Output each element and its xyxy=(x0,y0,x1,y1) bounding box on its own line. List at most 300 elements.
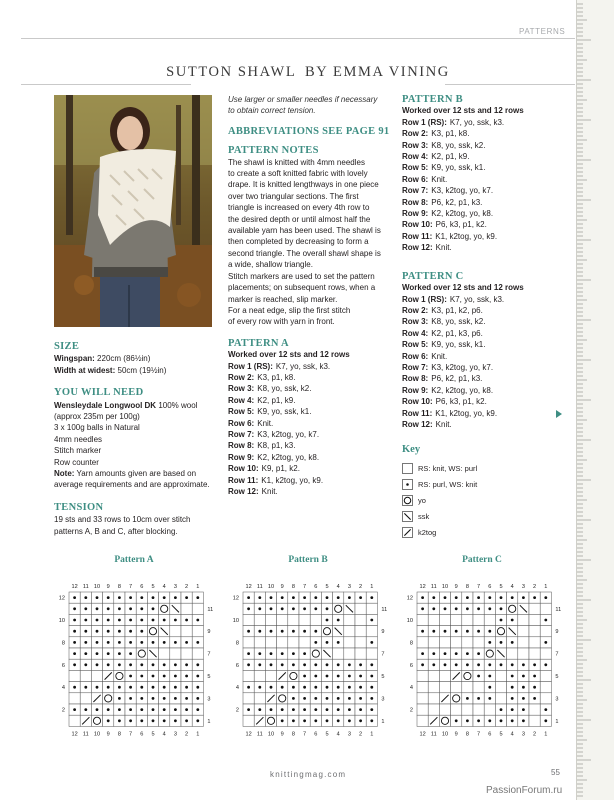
purl-dot xyxy=(477,596,480,599)
chart-col-label: 9 xyxy=(454,584,458,590)
purl-dot xyxy=(163,596,166,599)
chart-cell xyxy=(439,670,450,681)
row-text: K8, yo, ssk, k2. xyxy=(257,384,312,394)
chart-col-label: 6 xyxy=(140,731,144,738)
purl-dot xyxy=(163,663,166,666)
row-text: K2, p1, k9. xyxy=(257,395,296,405)
key-swatch xyxy=(402,479,413,490)
purl-dot xyxy=(466,697,469,700)
chart-cell xyxy=(265,614,276,625)
chart-cell xyxy=(243,693,254,704)
chart-cell xyxy=(451,682,462,693)
key-swatch xyxy=(402,495,413,506)
purl-dot xyxy=(107,719,110,722)
purl-dot xyxy=(174,596,177,599)
purl-dot xyxy=(196,708,199,711)
pattern-a-rows xyxy=(228,361,396,498)
purl-dot xyxy=(326,596,329,599)
key-item xyxy=(402,509,562,524)
purl-dot xyxy=(533,596,536,599)
k2tog-symbol-icon xyxy=(403,528,412,537)
chart-col-label: 3 xyxy=(521,584,525,590)
chart-cell xyxy=(529,626,540,637)
purl-dot xyxy=(432,596,435,599)
row-text: K1, k2tog, yo, k9. xyxy=(435,231,498,241)
chart-cell xyxy=(428,682,439,693)
purl-dot xyxy=(96,596,99,599)
purl-dot xyxy=(152,607,155,610)
purl-dot xyxy=(174,663,177,666)
chart-cell xyxy=(462,637,473,648)
chart-cell xyxy=(540,648,551,659)
row-text: Knit. xyxy=(431,174,448,184)
chart-row-label-right: 7 xyxy=(207,651,211,658)
row-instruction xyxy=(402,162,572,173)
purl-dot xyxy=(533,663,536,666)
row-instruction xyxy=(228,440,396,451)
purl-dot xyxy=(314,708,317,711)
chart-cell xyxy=(355,614,366,625)
chart-row-label-right: 11 xyxy=(381,606,388,613)
row-label: Row 12: xyxy=(402,243,433,253)
chart-cell xyxy=(80,670,91,681)
purl-dot xyxy=(152,641,155,644)
purl-dot xyxy=(488,675,491,678)
purl-dot xyxy=(303,596,306,599)
chart-col-label: 7 xyxy=(477,731,481,738)
chart-col-label: 2 xyxy=(185,584,189,590)
chart-col-label: 7 xyxy=(129,584,133,590)
chart-cell xyxy=(170,648,181,659)
chart-cell xyxy=(439,614,450,625)
chart-row-label-left: 8 xyxy=(61,640,65,647)
row-label: Row 10: xyxy=(402,220,433,230)
pattern-a-sub: Worked over 12 sts and 12 rows xyxy=(228,350,350,360)
purl-dot xyxy=(196,663,199,666)
purl-dot xyxy=(326,719,329,722)
purl-dot xyxy=(444,663,447,666)
purl-dot xyxy=(337,697,340,700)
purl-dot xyxy=(477,675,480,678)
purl-dot xyxy=(96,630,99,633)
purl-dot xyxy=(73,686,76,689)
chart-col-label: 1 xyxy=(370,731,374,738)
purl-dot xyxy=(292,596,295,599)
chart-cell xyxy=(192,603,203,614)
chart-cell xyxy=(529,614,540,625)
chart-row-label-left: 6 xyxy=(409,662,413,669)
purl-dot xyxy=(326,675,329,678)
purl-dot xyxy=(522,719,525,722)
chart-row-label-left: 2 xyxy=(61,707,65,714)
you-will-need-heading: YOU WILL NEED xyxy=(54,387,144,399)
purl-dot xyxy=(73,652,76,655)
purl-dot xyxy=(522,675,525,678)
row-text: P6, k2, p1, k3. xyxy=(431,197,483,207)
chart-row-label-left: 10 xyxy=(58,618,65,624)
purl-dot xyxy=(522,663,525,666)
note-line: the desired depth or until almost half the xyxy=(228,214,371,224)
chart-cell xyxy=(451,704,462,715)
chart-col-label: 4 xyxy=(162,731,166,738)
purl-dot xyxy=(314,686,317,689)
row-text: K9, yo, ssk, k1. xyxy=(257,407,312,417)
purl-dot xyxy=(118,652,121,655)
chart-cell xyxy=(439,682,450,693)
row-instruction xyxy=(402,362,572,373)
chart-cell xyxy=(254,637,265,648)
purl-dot xyxy=(84,652,87,655)
note-line: triangle is increased on every 4th row to xyxy=(228,203,370,213)
key-label: yo xyxy=(418,496,426,505)
chart-cell xyxy=(159,648,170,659)
purl-dot xyxy=(466,630,469,633)
purl-dot xyxy=(303,719,306,722)
purl-dot xyxy=(96,652,99,655)
chart-col-label: 10 xyxy=(267,584,275,590)
chart-col-label: 5 xyxy=(325,584,329,590)
chart-col-label: 10 xyxy=(267,731,275,738)
row-text: Knit. xyxy=(435,243,452,253)
row-text: K3, p1, k8. xyxy=(257,372,296,382)
chart-cell xyxy=(518,614,529,625)
row-label: Row 2: xyxy=(402,305,429,315)
purl-dot xyxy=(107,686,110,689)
chart-row-label-left: 10 xyxy=(232,618,239,624)
chart-b-block xyxy=(228,555,388,565)
chart-col-label: 1 xyxy=(196,731,200,738)
row-instruction xyxy=(402,219,572,230)
need-line: 4mm needles xyxy=(54,434,103,444)
row-text: K2, k2tog, yo, k8. xyxy=(257,452,320,462)
header-rule xyxy=(21,38,575,39)
purl-dot xyxy=(73,641,76,644)
chart-col-label: 11 xyxy=(82,584,89,590)
ssk-symbol-icon xyxy=(403,512,412,521)
purl-dot xyxy=(511,641,514,644)
row-text: K1, k2tog, yo, k9. xyxy=(435,408,498,418)
chart-col-label: 8 xyxy=(465,584,469,590)
chart-row-label-left: 4 xyxy=(235,685,239,692)
purl-dot xyxy=(258,663,261,666)
purl-dot xyxy=(370,663,373,666)
purl-dot xyxy=(348,686,351,689)
purl-dot xyxy=(359,663,362,666)
purl-dot xyxy=(348,708,351,711)
abbreviations-heading: ABBREVIATIONS SEE PAGE 91 xyxy=(228,125,390,137)
purl-dot xyxy=(432,607,435,610)
purl-dot xyxy=(152,708,155,711)
note-line: to create a soft knitted fabric with lovely xyxy=(228,169,368,179)
chart-cell xyxy=(529,715,540,726)
yarn-note xyxy=(54,468,224,479)
purl-dot xyxy=(421,607,424,610)
purl-dot xyxy=(107,619,110,622)
purl-dot xyxy=(270,607,273,610)
chart-cell xyxy=(310,614,321,625)
chart-col-label: 1 xyxy=(544,584,548,590)
purl-dot xyxy=(337,663,340,666)
chart-col-label: 8 xyxy=(117,731,121,738)
purl-dot xyxy=(444,607,447,610)
pattern-a-chart xyxy=(52,578,222,742)
purl-dot xyxy=(185,619,188,622)
purl-dot xyxy=(337,719,340,722)
key-items xyxy=(402,461,562,540)
purl-dot xyxy=(129,686,132,689)
left-column xyxy=(54,341,224,537)
chart-cell xyxy=(428,693,439,704)
purl-dot xyxy=(163,641,166,644)
purl-dot xyxy=(292,663,295,666)
chart-row-label-right: 3 xyxy=(207,696,211,703)
row-instruction xyxy=(228,361,396,372)
row-label: Row 7: xyxy=(402,362,429,372)
purl-dot xyxy=(140,641,143,644)
chart-cell xyxy=(254,614,265,625)
row-label: Row 12: xyxy=(402,419,433,429)
purl-dot xyxy=(185,708,188,711)
note-line: Stitch markers are used to set the pattern xyxy=(228,271,375,281)
model-photo xyxy=(54,95,212,327)
row-text: K2, p1, k3, p6. xyxy=(431,328,483,338)
purl-dot xyxy=(326,607,329,610)
chart-cell xyxy=(80,693,91,704)
note-line: second triangle. The overall shawl shape is xyxy=(228,248,381,258)
chart-row-label-right: 7 xyxy=(555,651,559,658)
chart-cell xyxy=(243,637,254,648)
pattern-b-sub: Worked over 12 sts and 12 rows xyxy=(402,106,524,116)
chart-cell xyxy=(254,670,265,681)
purl-dot xyxy=(326,641,329,644)
row-instruction xyxy=(402,373,572,384)
row-text: K9, p1, k2. xyxy=(261,464,300,474)
width-value: 50cm (19½in) xyxy=(117,365,167,375)
purl-dot xyxy=(118,607,121,610)
row-label: Row 11: xyxy=(228,475,259,485)
chart-col-label: 11 xyxy=(82,731,89,738)
purl-dot xyxy=(118,641,121,644)
chart-cell xyxy=(254,693,265,704)
row-label: Row 5: xyxy=(402,163,429,173)
purl-dot xyxy=(292,630,295,633)
row-text: P6, k2, p1, k3. xyxy=(431,374,483,384)
chart-col-label: 3 xyxy=(173,731,177,738)
purl-dot xyxy=(337,708,340,711)
pattern-b-chart xyxy=(226,578,396,742)
purl-dot xyxy=(185,596,188,599)
row-text: K2, k2tog, yo, k8. xyxy=(431,209,494,219)
purl-dot xyxy=(303,675,306,678)
row-instruction xyxy=(228,463,396,474)
purl-dot xyxy=(129,652,132,655)
row-text: K3, p1, k8. xyxy=(431,129,470,139)
note-line: available yarn has been used. The shawl is xyxy=(228,226,381,236)
row-label: Row 6: xyxy=(402,174,429,184)
title-main: SUTTON SHAWL xyxy=(166,64,296,80)
key-item xyxy=(402,477,562,492)
purl-dot xyxy=(163,686,166,689)
purl-dot xyxy=(314,697,317,700)
empty-symbol-icon xyxy=(403,464,412,473)
chart-col-label: 12 xyxy=(71,731,78,738)
chart-row-label-right: 9 xyxy=(555,629,559,636)
right-column xyxy=(402,94,572,430)
purl-dot xyxy=(337,619,340,622)
purl-dot xyxy=(118,663,121,666)
chart-cell xyxy=(181,626,192,637)
purl-dot xyxy=(152,675,155,678)
row-label: Row 3: xyxy=(228,384,255,394)
footer-site: knittingmag.com xyxy=(270,770,347,779)
key-swatch xyxy=(402,511,413,522)
purl-dot xyxy=(185,641,188,644)
purl-dot xyxy=(432,630,435,633)
purl-dot xyxy=(107,708,110,711)
row-instruction xyxy=(402,305,572,316)
purl-dot xyxy=(258,708,261,711)
purl-dot xyxy=(258,596,261,599)
chart-cell xyxy=(518,648,529,659)
need-line: (approx 235m per 100g) xyxy=(54,412,140,422)
row-text: P6, k3, p1, k2. xyxy=(435,397,487,407)
purl-dot xyxy=(152,619,155,622)
purl-dot xyxy=(196,697,199,700)
purl-dot xyxy=(247,630,250,633)
row-instruction xyxy=(402,316,572,327)
purl-dot xyxy=(281,663,284,666)
chart-col-label: 12 xyxy=(245,731,252,738)
purl-dot xyxy=(96,607,99,610)
purl-dot xyxy=(292,719,295,722)
purl-dot xyxy=(163,708,166,711)
purl-dot xyxy=(303,686,306,689)
purl-dot xyxy=(500,663,503,666)
purl-dot xyxy=(466,719,469,722)
row-label: Row 1 (RS): xyxy=(402,117,447,127)
purl-dot xyxy=(533,686,536,689)
purl-dot xyxy=(326,663,329,666)
purl-dot xyxy=(73,663,76,666)
note-line: marker is reached, slip marker. xyxy=(228,294,338,304)
key-swatch xyxy=(402,527,413,538)
purl-dot xyxy=(421,630,424,633)
size-heading: SIZE xyxy=(54,341,80,352)
purl-dot xyxy=(163,619,166,622)
purl-dot xyxy=(303,663,306,666)
tension-line: patterns A, B and C, after blocking. xyxy=(54,526,178,536)
purl-dot xyxy=(488,697,491,700)
chart-col-label: 6 xyxy=(314,731,318,738)
row-text: K2, p1, k9. xyxy=(431,152,470,162)
chart-row-label-left: 4 xyxy=(61,685,65,692)
chart-cell xyxy=(451,637,462,648)
chart-row-label-left: 12 xyxy=(406,595,413,602)
chart-cell xyxy=(484,614,495,625)
row-text: Knit. xyxy=(261,487,278,496)
purl-dot xyxy=(185,719,188,722)
chart-key xyxy=(402,444,562,541)
row-instruction xyxy=(228,486,396,497)
key-label: RS: purl, WS: knit xyxy=(418,480,478,489)
chart-cell xyxy=(473,614,484,625)
pattern-c-chart xyxy=(400,578,570,742)
chart-cell xyxy=(529,704,540,715)
purl-dot xyxy=(455,607,458,610)
purl-dot xyxy=(152,663,155,666)
chart-cell xyxy=(495,682,506,693)
purl-dot xyxy=(314,641,317,644)
chart-cell xyxy=(181,648,192,659)
purl-dot xyxy=(292,686,295,689)
chart-row-label-left: 2 xyxy=(409,707,413,714)
title-byline: BY EMMA VINING xyxy=(304,64,450,80)
purl-dot xyxy=(196,686,199,689)
pattern-c-sub: Worked over 12 sts and 12 rows xyxy=(402,283,524,293)
chart-cell xyxy=(265,670,276,681)
purl-dot xyxy=(247,686,250,689)
purl-dot xyxy=(196,596,199,599)
row-label: Row 7: xyxy=(228,429,255,439)
purl-dot xyxy=(84,607,87,610)
row-instruction xyxy=(402,128,572,139)
purl-dot xyxy=(84,619,87,622)
row-label: Row 2: xyxy=(228,372,255,382)
row-instruction xyxy=(228,418,396,429)
purl-dot xyxy=(185,675,188,678)
purl-dot xyxy=(96,708,99,711)
chart-cell xyxy=(540,682,551,693)
purl-dot xyxy=(488,596,491,599)
chart-col-label: 4 xyxy=(510,731,514,738)
purl-dot xyxy=(314,596,317,599)
row-instruction xyxy=(228,452,396,463)
purl-dot xyxy=(73,619,76,622)
chart-col-label: 9 xyxy=(106,731,110,738)
purl-dot xyxy=(477,607,480,610)
chart-cell xyxy=(91,670,102,681)
purl-dot xyxy=(370,708,373,711)
chart-cell xyxy=(243,670,254,681)
chart-col-label: 11 xyxy=(430,731,437,738)
purl-dot xyxy=(107,607,110,610)
purl-dot xyxy=(500,719,503,722)
chart-col-label: 8 xyxy=(291,731,295,738)
row-text: K8, yo, ssk, k2. xyxy=(431,140,486,150)
purl-dot xyxy=(292,697,295,700)
chart-col-label: 4 xyxy=(510,584,514,590)
purl-dot xyxy=(152,697,155,700)
row-text: K7, yo, ssk, k3. xyxy=(449,117,505,127)
purl-dot xyxy=(359,675,362,678)
title-rule-right xyxy=(445,84,575,85)
key-heading: Key xyxy=(402,444,421,455)
pattern-c-rows xyxy=(402,294,572,431)
row-text: K8, yo, ssk, k2. xyxy=(431,317,486,327)
purl-dot xyxy=(500,641,503,644)
row-text: K7, yo, ssk, k3. xyxy=(275,361,331,371)
purl-dot xyxy=(533,697,536,700)
purl-dot xyxy=(140,607,143,610)
chart-row-label-right: 5 xyxy=(381,674,385,680)
purl-dot xyxy=(522,686,525,689)
chart-row-label-left: 8 xyxy=(235,640,239,647)
purl-dot xyxy=(303,708,306,711)
purl-dot xyxy=(140,686,143,689)
row-instruction xyxy=(402,339,572,350)
row-instruction xyxy=(402,294,572,305)
purl-dot xyxy=(281,607,284,610)
